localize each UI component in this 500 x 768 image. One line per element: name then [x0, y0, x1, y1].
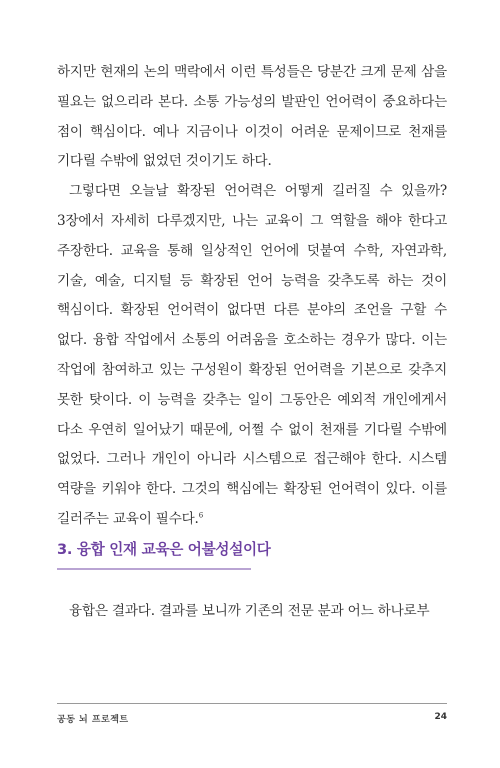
section-heading: 3. 융합 인재 교육은 어불성설이다 — [57, 541, 271, 558]
page-number: 24 — [434, 712, 447, 722]
paragraph-2-text: 그렇다면 오늘날 확장된 언어력은 어떻게 길러질 수 있을까? 3장에서 자세히 다루겠지만, 나는 교육이 그 역할을 해야 한다고 주장한다. 교육을 통해 일상적인 언어에 덧붙여 수학, 자연과학, 기술, 예술, 디지털 등 확장된 언어 능력을 갖추도록 하는 것이 핵심이다. 확장된 언어력이 없다면 다른 분야의 조언을 구할 수 없다. 융합 작업에서 소통의 어려움을 호소하는 경우가 많다. 이는 작업에 참여하고 있는 구성원이 확장된 언어력을 기본으로 갖추지 못한 탓이다. 이 능력을 갖추는 일이 그동안은 예외적 개인에게서 다소 우연히 일어났기 때문에, 어쩔 수 없이 천재를 기다릴 수밖에 없었다. 그러나 개인이 아니라 시스템으로 접근해야 한다. 시스템 역량을 키워야 한다. 그것의 핵심에는 확장된 언어력이 있다. 이를 길러주는 교육이 필수다. — [57, 183, 447, 527]
paragraph-3-text: 융합은 결과다. 결과를 보니까 기존의 전문 분과 어느 하나로부 — [69, 603, 430, 619]
body-text — [57, 58, 447, 535]
footnote-marker[interactable]: 6 — [198, 511, 203, 520]
section-heading-underline — [57, 568, 251, 570]
footer-book-title: 공동 뇌 프로젝트 — [57, 715, 129, 725]
footer-divider — [57, 703, 447, 704]
paragraph-2 — [57, 177, 447, 535]
paragraph-1-text: 하지만 현재의 논의 맥락에서 이런 특성들은 당분간 크게 문제 삼을 필요는 없으리라 본다. 소통 가능성의 발판인 언어력이 중요하다는 점이 핵심이다. 예나 지금이나 이것이 어려운 문제이므로 천재를 기다릴 수밖에 없었던 것이기도 하다. — [57, 64, 447, 170]
paragraph-1 — [57, 58, 447, 177]
paragraph-3 — [57, 597, 447, 627]
